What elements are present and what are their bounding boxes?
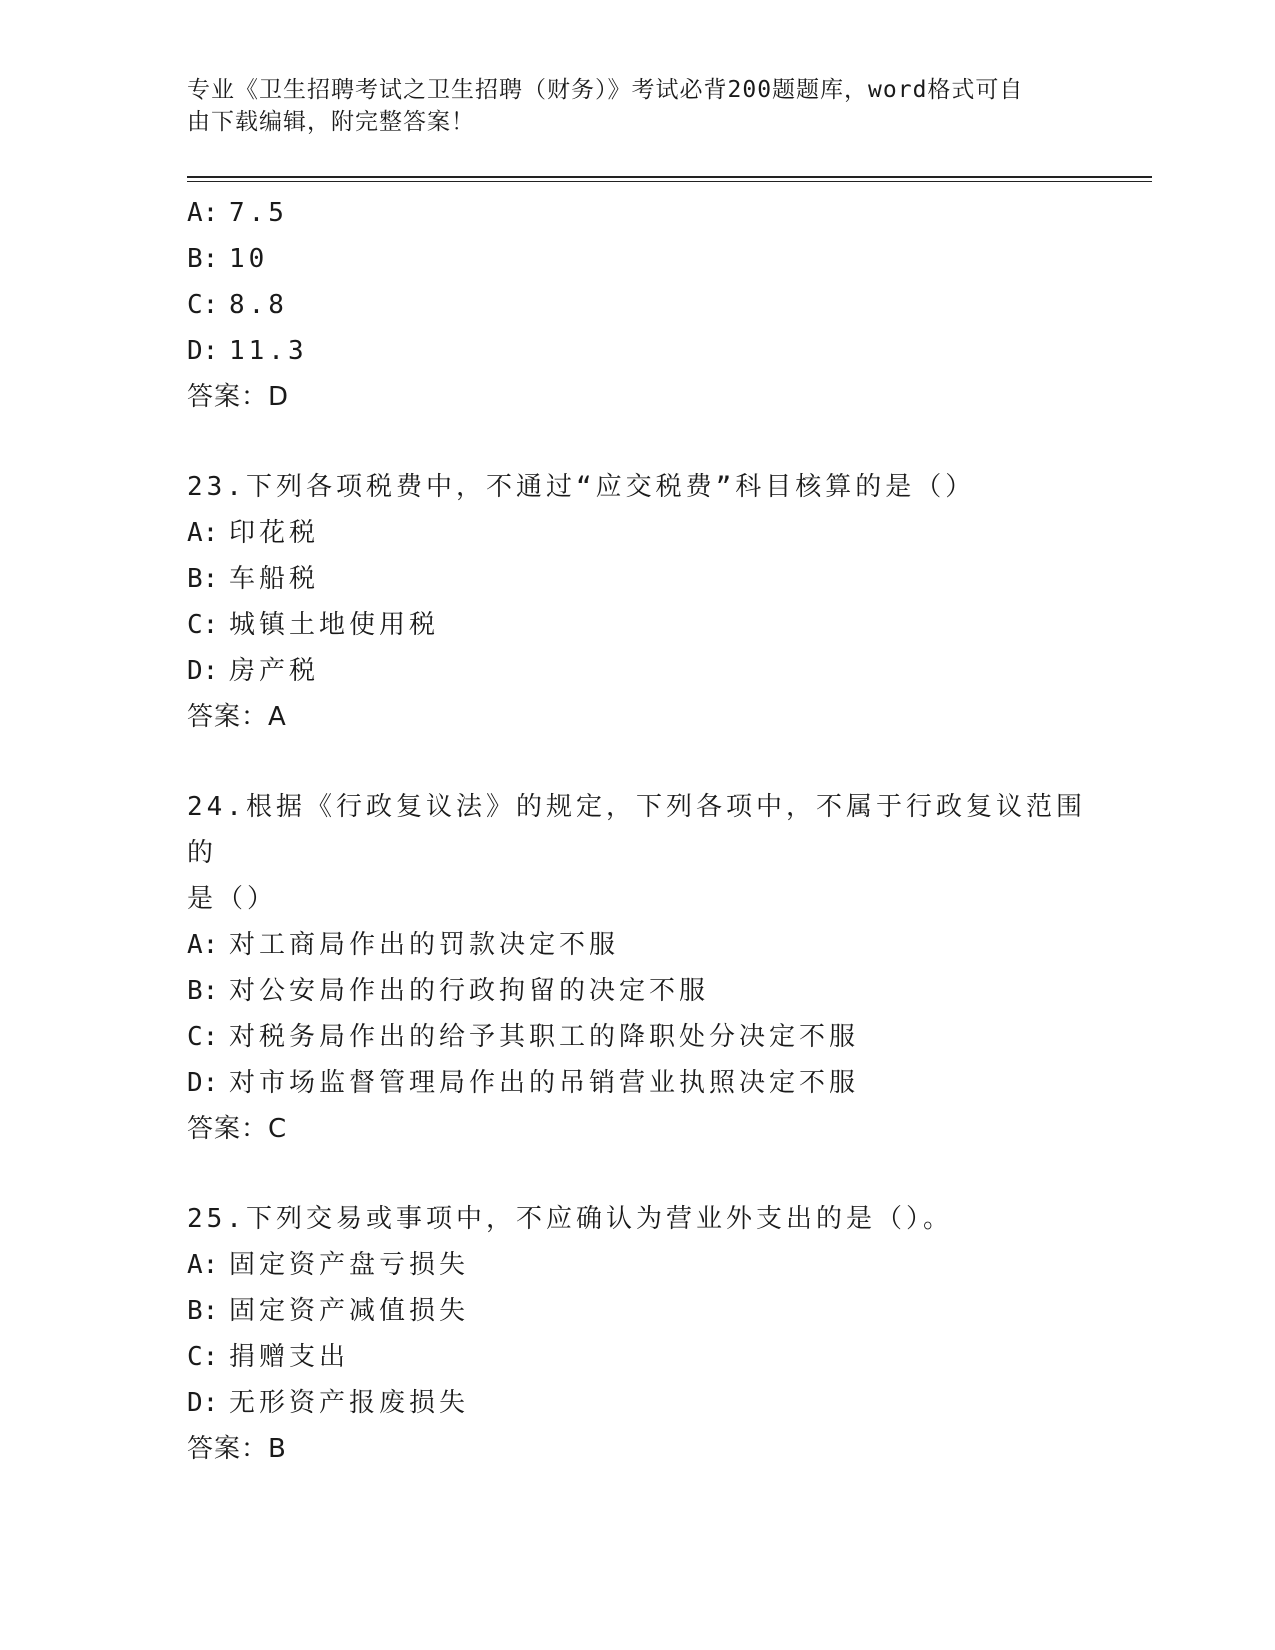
option-a: A: 7.5 [187,198,288,228]
option-d: D: 11.3 [187,336,308,366]
option-b: B: 对公安局作出的行政拘留的决定不服 [187,976,710,1006]
answer: 答案：B [187,1434,287,1464]
header-line-1: 专业《卫生招聘考试之卫生招聘（财务）》考试必背200题题库，word格式可自 [187,77,1024,103]
answer: 答案：D [187,382,290,412]
option-a: A: 固定资产盘亏损失 [187,1250,470,1280]
question-25 [187,1196,1087,1472]
answer: 答案：A [187,702,287,732]
option-c: C: 捐赠支出 [187,1342,350,1372]
option-b: B: 10 [187,244,269,274]
question-list [187,190,1087,1472]
option-b: B: 车船税 [187,564,320,594]
answer: 答案：C [187,1114,288,1144]
header-divider-thin [187,181,1152,182]
option-c: C: 对税务局作出的给予其职工的降职处分决定不服 [187,1022,860,1052]
question-text-line-2: 是（） [187,884,278,914]
option-a: A: 印花税 [187,518,320,548]
option-c: C: 8.8 [187,290,288,320]
question-text-line-1: 24.根据《行政复议法》的规定，下列各项中，不属于行政复议范围的 [187,792,1086,868]
option-d: D: 无形资产报废损失 [187,1388,470,1418]
question-22 [187,190,1087,420]
option-a: A: 对工商局作出的罚款决定不服 [187,930,620,960]
question-text: 25.下列交易或事项中，不应确认为营业外支出的是（）。 [187,1204,953,1234]
question-24 [187,784,1087,1152]
header-divider-thick [187,176,1152,178]
header-line-2: 由下载编辑，附完整答案！ [187,109,475,135]
document-header [187,74,1067,138]
option-d: D: 对市场监督管理局作出的吊销营业执照决定不服 [187,1068,860,1098]
option-d: D: 房产税 [187,656,320,686]
question-23 [187,464,1087,740]
question-text: 23.下列各项税费中，不通过“应交税费”科目核算的是（） [187,472,976,502]
option-c: C: 城镇土地使用税 [187,610,440,640]
option-b: B: 固定资产减值损失 [187,1296,470,1326]
